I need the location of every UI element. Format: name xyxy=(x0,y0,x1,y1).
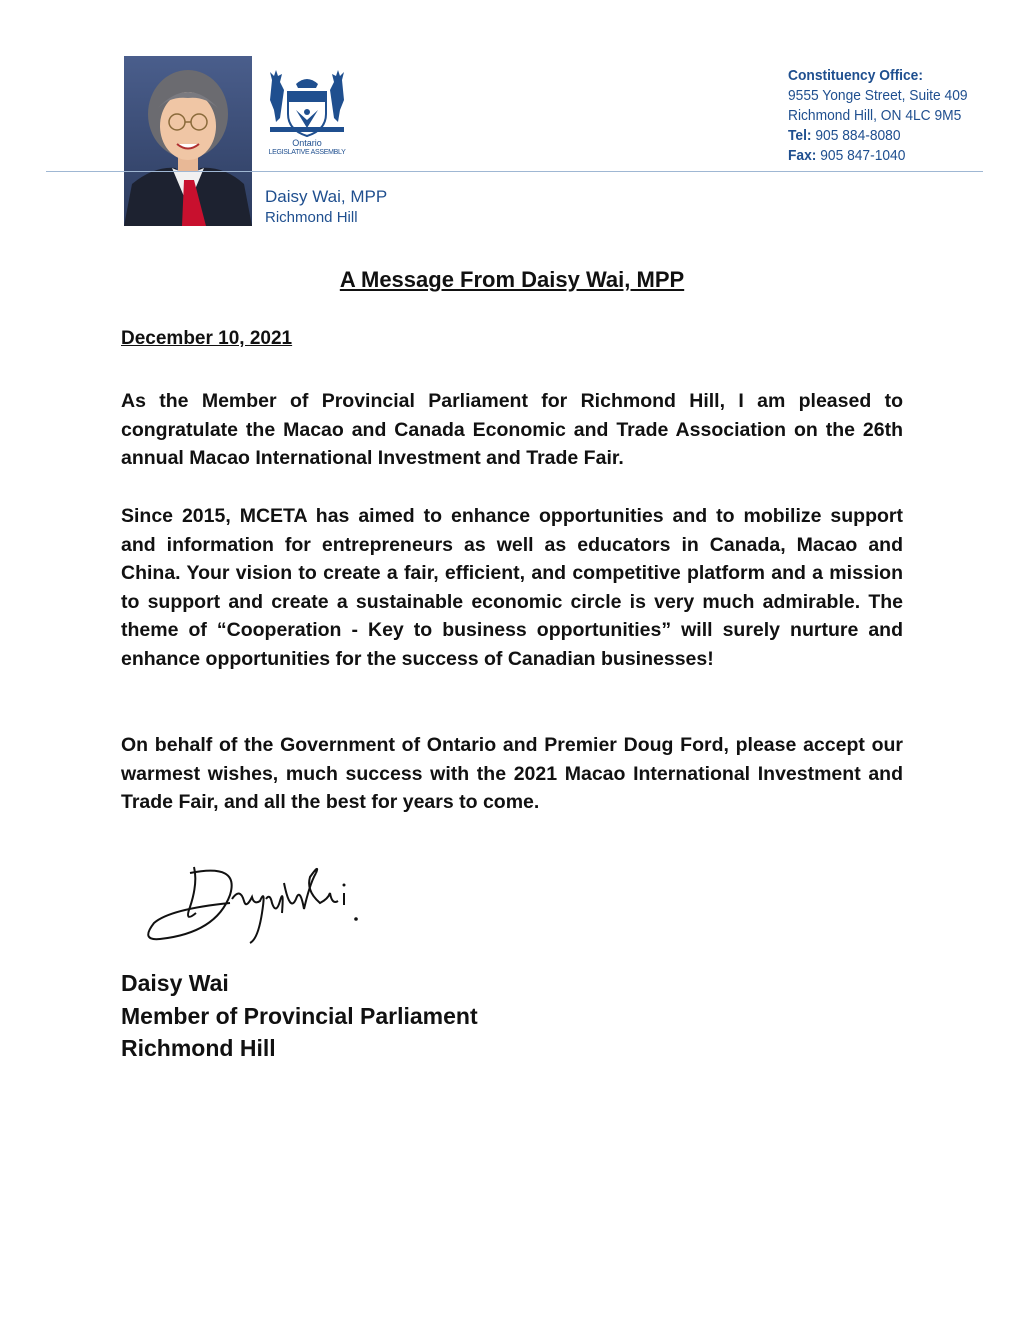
handwritten-signature xyxy=(120,843,382,965)
crest-caption-ontario: Ontario xyxy=(292,138,322,148)
signatory-riding: Richmond Hill xyxy=(121,1035,276,1061)
crest-caption-assembly: LEGISLATIVE ASSEMBLY xyxy=(268,149,346,156)
letter-paragraph-2: Since 2015, MCETA has aimed to enhance opportunities and to mobilize support and information for entrepreneurs as well as educators in Canada, Macao and China. Your vision to create a fair, efficient, and competitive platform and a mission to support and create a sustainable economic circle is very much admirable. The theme of “Cooperation - Key to business opportunities” will surely nurture and enhance opportunities for the success of Canadian businesses! xyxy=(121,505,903,670)
office-fax-line xyxy=(788,146,968,166)
office-tel-label: Tel: xyxy=(788,127,812,144)
mpp-name: Daisy Wai, MPP xyxy=(265,187,388,206)
office-fax: 905 847-1040 xyxy=(820,147,906,164)
signatory-position: Member of Provincial Parliament xyxy=(121,1002,478,1029)
ontario-legislative-assembly-crest xyxy=(266,70,348,164)
office-fax-label: Fax: xyxy=(788,147,817,164)
letter-date: December 10, 2021 xyxy=(121,328,293,349)
office-street: 9555 Yonge Street, Suite 409 xyxy=(788,87,968,104)
signatory-name: Daisy Wai xyxy=(121,970,229,996)
letterhead-divider xyxy=(46,171,983,172)
signature-block xyxy=(121,967,478,1065)
letter-title: A Message From Daisy Wai, MPP xyxy=(339,267,685,292)
office-tel: 905 884-8080 xyxy=(815,127,901,144)
mpp-riding: Richmond Hill xyxy=(265,209,358,226)
letter-paragraph-1: As the Member of Provincial Parliament for Richmond Hill, I am pleased to congratulate the Macao and Canada Economic and Trade Association on the 26th annual Macao International Investment and Trade Fair. xyxy=(121,390,903,470)
office-phone xyxy=(788,126,968,146)
constituency-office-block xyxy=(788,66,968,166)
office-heading: Constituency Office: xyxy=(788,67,923,84)
office-city: Richmond Hill, ON 4LC 9M5 xyxy=(788,107,962,124)
mpp-portrait-photo xyxy=(124,56,252,226)
letter-paragraph-3: On behalf of the Government of Ontario and Premier Doug Ford, please accept our warmest wishes, much success with the 2021 Macao International Investment and Trade Fair, and all the best for years to come. xyxy=(121,734,903,814)
